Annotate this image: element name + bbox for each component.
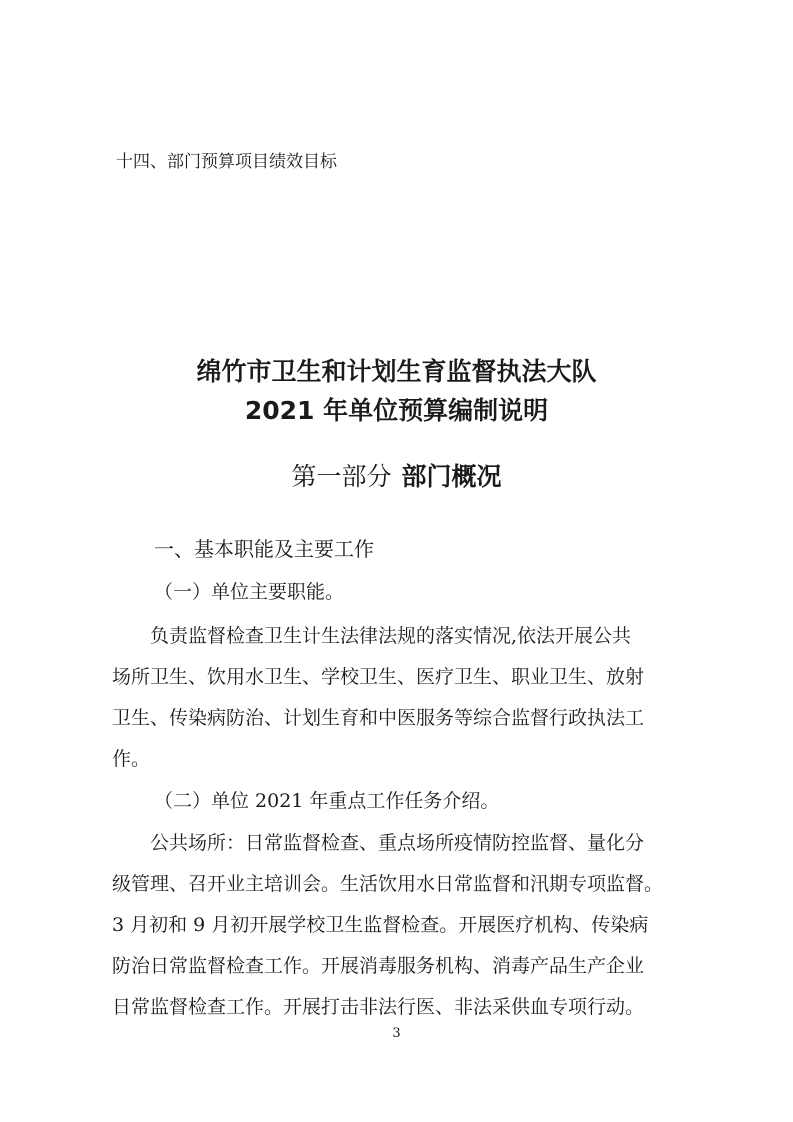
subsection-heading-1: （一）单位主要职能。 bbox=[154, 581, 345, 603]
document-title-line2: 2021 年单位预算编制说明 bbox=[244, 396, 549, 425]
paragraph-line: 级管理、召开业主培训会。生活饮用水日常监督和汛期专项监督。 bbox=[112, 873, 664, 895]
section-heading: 一、基本职能及主要工作 bbox=[154, 537, 374, 561]
paragraph-line: 防治日常监督检查工作。开展消毒服务机构、消毒产品生产企业 bbox=[112, 955, 645, 977]
paragraph-key-tasks bbox=[112, 823, 686, 1028]
toc-item: 十四、部门预算项目绩效目标 bbox=[116, 152, 337, 172]
paragraph-line: 3 月初和 9 月初开展学校卫生监督检查。开展医疗机构、传染病 bbox=[112, 914, 649, 936]
part-label: 第一部分 bbox=[291, 462, 392, 491]
paragraph-line: 场所卫生、饮用水卫生、学校卫生、医疗卫生、职业卫生、放射 bbox=[112, 666, 645, 688]
paragraph-line: 负责监督检查卫生计生法律法规的落实情况,依法开展公共 bbox=[150, 625, 632, 647]
subsection-heading-2: （二）单位 2021 年重点工作任务介绍。 bbox=[154, 790, 500, 812]
part-title bbox=[0, 460, 793, 494]
paragraph-line: 公共场所：日常监督检查、重点场所疫情防控监督、量化分 bbox=[150, 832, 645, 854]
page-number: 3 bbox=[392, 1026, 401, 1041]
document-title-line1: 绵竹市卫生和计划生育监督执法大队 bbox=[196, 357, 597, 386]
paragraph-line: 卫生、传染病防治、计划生育和中医服务等综合监督行政执法工 bbox=[112, 707, 645, 729]
paragraph-line: 日常监督检查工作。开展打击非法行医、非法采供血专项行动。 bbox=[112, 996, 645, 1018]
part-name: 部门概况 bbox=[401, 462, 502, 491]
paragraph-unit-functions bbox=[112, 616, 686, 780]
paragraph-line: 作。 bbox=[112, 748, 151, 770]
